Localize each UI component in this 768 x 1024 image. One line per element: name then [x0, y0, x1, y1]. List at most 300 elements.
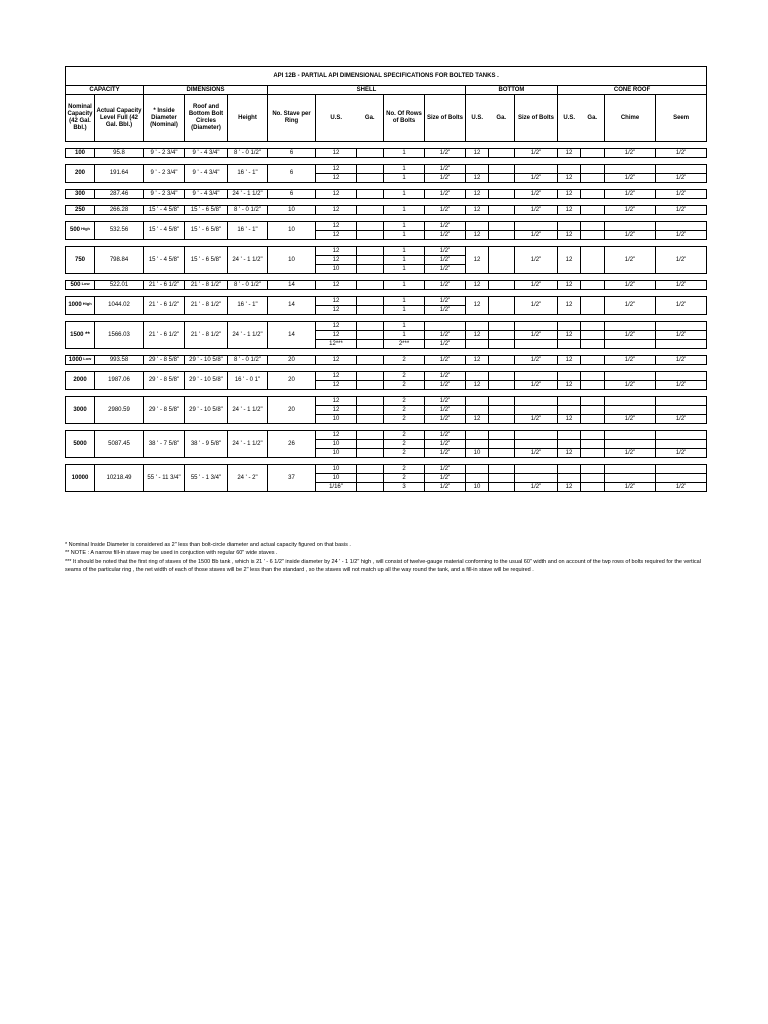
bottom-gauge-cell: 12 — [466, 206, 489, 215]
chime-cell: 1/2" — [605, 483, 656, 492]
actual-capacity-cell: 266.28 — [95, 206, 144, 215]
shell-ga-cell — [357, 256, 384, 265]
bottom-bolt-size-cell — [515, 397, 558, 406]
actual-capacity-cell: 993.58 — [95, 356, 144, 365]
bottom-gauge-cell: 12 — [466, 174, 489, 183]
actual-capacity-cell: 1987.06 — [95, 372, 144, 390]
header-inside-diameter: * Inside Diameter (Nominal) — [144, 95, 185, 142]
footnotes — [65, 541, 705, 575]
roof-gauge-cell: 12 — [558, 149, 581, 158]
nominal-capacity-cell — [66, 397, 95, 424]
roof-gauge-cell — [558, 165, 581, 174]
bottom-bolt-size-cell: 1/2" — [515, 190, 558, 199]
table-row — [66, 356, 707, 365]
bottom-ga-cell — [489, 297, 515, 315]
staves-per-ring-cell: 14 — [268, 281, 316, 290]
shell-bolt-size-cell: 1/2" — [425, 206, 466, 215]
shell-gauge-cell: 12 — [316, 306, 357, 315]
rows-of-bolts-cell: 2 — [384, 474, 425, 483]
table-row — [66, 149, 707, 158]
bottom-ga-cell — [489, 231, 515, 240]
rows-of-bolts-cell: 2 — [384, 431, 425, 440]
roof-gauge-cell — [558, 340, 581, 349]
roof-ga-cell — [581, 340, 605, 349]
staves-per-ring-cell: 10 — [268, 206, 316, 215]
spacer-cell — [66, 349, 707, 356]
shell-ga-cell — [357, 306, 384, 315]
height-cell: 8 ' - 0 1/2" — [228, 281, 268, 290]
table-row — [66, 431, 707, 440]
rows-of-bolts-cell: 1 — [384, 265, 425, 274]
table-row — [66, 165, 707, 174]
roof-gauge-cell: 12 — [558, 174, 581, 183]
shell-gauge-cell: 12 — [316, 281, 357, 290]
roof-gauge-cell — [558, 431, 581, 440]
bolt-circle-cell: 29 ' - 10 5/8" — [185, 397, 228, 424]
rows-of-bolts-cell: 2 — [384, 372, 425, 381]
bottom-gauge-cell — [466, 222, 489, 231]
table-row — [66, 372, 707, 381]
table-title: API 12B - PARTIAL API DIMENSIONAL SPECIFICATIONS FOR BOLTED TANKS . — [66, 67, 707, 86]
shell-gauge-cell: 10 — [316, 415, 357, 424]
shell-bolt-size-cell: 1/2" — [425, 397, 466, 406]
bottom-ga-cell — [489, 406, 515, 415]
rows-of-bolts-cell: 2 — [384, 356, 425, 365]
staves-per-ring-cell: 37 — [268, 465, 316, 492]
seem-cell — [656, 474, 707, 483]
rows-of-bolts-cell: 1 — [384, 206, 425, 215]
shell-gauge-cell: 12 — [316, 381, 357, 390]
staves-per-ring-cell: 10 — [268, 247, 316, 274]
shell-bolt-size-cell: 1/2" — [425, 465, 466, 474]
shell-bolt-size-cell: 1/2" — [425, 340, 466, 349]
bottom-ga-cell — [489, 397, 515, 406]
bottom-bolt-size-cell — [515, 222, 558, 231]
roof-gauge-cell: 12 — [558, 331, 581, 340]
header-bottom-bolt-size: Size of Bolts — [515, 95, 558, 142]
header-nominal-capacity: Nominal Capacity (42 Gal. Bbl.) — [66, 95, 95, 142]
bottom-bolt-size-cell: 1/2" — [515, 381, 558, 390]
shell-bolt-size-cell: 1/2" — [425, 297, 466, 306]
bottom-ga-cell — [489, 440, 515, 449]
nominal-capacity-value: 1000 — [68, 302, 82, 308]
nominal-capacity-value: 1000 — [68, 356, 83, 363]
table-row — [66, 206, 707, 215]
chime-cell: 1/2" — [605, 206, 656, 215]
bottom-ga-cell — [489, 381, 515, 390]
footnote-2: ** NOTE : A narrow fill-in stave may be used in conjuction with regular 60" wide staves . — [65, 550, 278, 557]
rows-of-bolts-cell: 1 — [384, 222, 425, 231]
spacer-cell — [66, 158, 707, 165]
header-staves-per-ring: No. Stave per Ring — [268, 95, 316, 142]
shell-ga-cell — [357, 440, 384, 449]
bottom-gauge-cell — [466, 340, 489, 349]
inside-diameter-cell: 29 ' - 8 5/8" — [144, 372, 185, 390]
nominal-capacity-cell — [66, 372, 95, 390]
seem-cell: 1/2" — [656, 247, 707, 274]
header-shell-us: U.S. — [316, 95, 357, 142]
shell-ga-cell — [357, 465, 384, 474]
header-rows-of-bolts: No. Of Rows of Bolts — [384, 95, 425, 142]
table-row — [66, 222, 707, 231]
shell-gauge-cell: 12 — [316, 331, 357, 340]
staves-per-ring-cell: 6 — [268, 165, 316, 183]
spacer-cell — [66, 199, 707, 206]
shell-bolt-size-cell: 1/2" — [425, 281, 466, 290]
bottom-gauge-cell: 12 — [466, 297, 489, 315]
nominal-capacity-cell — [66, 297, 95, 315]
chime-cell — [605, 397, 656, 406]
roof-ga-cell — [581, 356, 605, 365]
shell-ga-cell — [357, 174, 384, 183]
nominal-capacity-cell — [66, 356, 95, 365]
bottom-ga-cell — [489, 174, 515, 183]
rows-of-bolts-cell: 1 — [384, 247, 425, 256]
bottom-ga-cell — [489, 483, 515, 492]
rows-of-bolts-cell: 1 — [384, 281, 425, 290]
nominal-capacity-value: 100 — [74, 149, 85, 156]
rows-of-bolts-cell: 1 — [384, 165, 425, 174]
roof-ga-cell — [581, 474, 605, 483]
seem-cell — [656, 440, 707, 449]
header-bolt-circles: Roof and Bottom Bolt Circles (Diameter) — [185, 95, 228, 142]
shell-ga-cell — [357, 247, 384, 256]
nominal-capacity-value: 750 — [74, 256, 85, 263]
shell-bolt-size-cell: 1/2" — [425, 222, 466, 231]
bottom-gauge-cell: 12 — [466, 415, 489, 424]
shell-bolt-size-cell: 1/2" — [425, 381, 466, 390]
seem-cell — [656, 431, 707, 440]
roof-ga-cell — [581, 322, 605, 331]
actual-capacity-cell: 10218.49 — [95, 465, 144, 492]
spacer-cell — [66, 458, 707, 465]
seem-cell: 1/2" — [656, 331, 707, 340]
actual-capacity-cell: 1044.02 — [95, 297, 144, 315]
rows-of-bolts-cell: 2 — [384, 381, 425, 390]
nominal-capacity-cell — [66, 322, 95, 349]
spacer-cell — [66, 290, 707, 297]
bottom-bolt-size-cell — [515, 440, 558, 449]
spec-table — [65, 66, 707, 492]
bottom-bolt-size-cell: 1/2" — [515, 149, 558, 158]
rows-of-bolts-cell: 2 — [384, 397, 425, 406]
chime-cell — [605, 165, 656, 174]
bolt-circle-cell: 9 ' - 4 3/4" — [185, 149, 228, 158]
shell-ga-cell — [357, 190, 384, 199]
staves-per-ring-cell: 10 — [268, 222, 316, 240]
inside-diameter-cell: 55 ' - 11 3/4" — [144, 465, 185, 492]
staves-per-ring-cell: 20 — [268, 397, 316, 424]
bottom-ga-cell — [489, 322, 515, 331]
nominal-capacity-value: 250 — [74, 206, 85, 213]
rows-of-bolts-cell: 1 — [384, 149, 425, 158]
shell-ga-cell — [357, 331, 384, 340]
height-cell: 24 ' - 2" — [228, 465, 268, 492]
header-chime: Chime — [605, 95, 656, 142]
seem-cell: 1/2" — [656, 174, 707, 183]
bolt-circle-cell: 9 ' - 4 3/4" — [185, 165, 228, 183]
chime-cell — [605, 372, 656, 381]
row-spacer — [66, 424, 707, 431]
bolt-circle-cell: 15 ' - 6 5/8" — [185, 222, 228, 240]
bottom-bolt-size-cell — [515, 372, 558, 381]
table-row — [66, 465, 707, 474]
roof-ga-cell — [581, 331, 605, 340]
roof-ga-cell — [581, 247, 605, 274]
capacity-suffix: High — [81, 301, 92, 306]
chime-cell: 1/2" — [605, 231, 656, 240]
shell-gauge-cell: 12 — [316, 222, 357, 231]
chime-cell: 1/2" — [605, 190, 656, 199]
bottom-bolt-size-cell: 1/2" — [515, 281, 558, 290]
header-bottom-ga: Ga. — [489, 95, 515, 142]
roof-ga-cell — [581, 440, 605, 449]
seem-cell: 1/2" — [656, 297, 707, 315]
bottom-ga-cell — [489, 356, 515, 365]
seem-cell — [656, 165, 707, 174]
roof-ga-cell — [581, 465, 605, 474]
height-cell: 24 ' - 1 1/2" — [228, 190, 268, 199]
table-row — [66, 322, 707, 331]
spacer-cell — [66, 142, 707, 149]
shell-bolt-size-cell: 1/2" — [425, 165, 466, 174]
shell-bolt-size-cell: 1/2" — [425, 372, 466, 381]
chime-cell — [605, 431, 656, 440]
inside-diameter-cell: 9 ' - 2 3/4" — [144, 149, 185, 158]
shell-gauge-cell: 12 — [316, 206, 357, 215]
inside-diameter-cell: 38 ' - 7 5/8" — [144, 431, 185, 458]
roof-gauge-cell: 12 — [558, 206, 581, 215]
spacer-cell — [66, 240, 707, 247]
nominal-capacity-value: 1500 ** — [70, 331, 90, 338]
height-cell: 8 ' - 0 1/2" — [228, 206, 268, 215]
shell-bolt-size-cell: 1/2" — [425, 265, 466, 274]
group-dimensions: DIMENSIONS — [144, 86, 268, 95]
bottom-ga-cell — [489, 331, 515, 340]
shell-bolt-size-cell: 1/2" — [425, 356, 466, 365]
seem-cell: 1/2" — [656, 449, 707, 458]
inside-diameter-cell: 21 ' - 6 1/2" — [144, 297, 185, 315]
shell-gauge-cell: 12 — [316, 165, 357, 174]
height-cell: 24 ' - 1 1/2" — [228, 247, 268, 274]
seem-cell: 1/2" — [656, 281, 707, 290]
height-cell: 16 ' - 1" — [228, 222, 268, 240]
shell-bolt-size-cell: 1/2" — [425, 306, 466, 315]
roof-gauge-cell — [558, 397, 581, 406]
shell-bolt-size-cell: 1/2" — [425, 474, 466, 483]
shell-bolt-size-cell: 1/2" — [425, 331, 466, 340]
bolt-circle-cell: 21 ' - 8 1/2" — [185, 322, 228, 349]
header-bottom-us: U.S. — [466, 95, 489, 142]
bottom-ga-cell — [489, 206, 515, 215]
bottom-ga-cell — [489, 247, 515, 274]
header-roof-ga: Ga. — [581, 95, 605, 142]
bottom-ga-cell — [489, 449, 515, 458]
roof-gauge-cell: 12 — [558, 297, 581, 315]
height-cell: 16 ' - 1" — [228, 297, 268, 315]
roof-ga-cell — [581, 297, 605, 315]
bottom-gauge-cell: 12 — [466, 281, 489, 290]
shell-gauge-cell: 12 — [316, 174, 357, 183]
spacer-cell — [66, 274, 707, 281]
row-spacer — [66, 458, 707, 465]
inside-diameter-cell: 29 ' - 8 5/8" — [144, 356, 185, 365]
header-shell-bolt-size: Size of Bolts — [425, 95, 466, 142]
shell-bolt-size-cell — [425, 322, 466, 331]
seem-cell: 1/2" — [656, 381, 707, 390]
bottom-ga-cell — [489, 465, 515, 474]
rows-of-bolts-cell: 2 — [384, 449, 425, 458]
rows-of-bolts-cell: 1 — [384, 322, 425, 331]
actual-capacity-cell: 287.46 — [95, 190, 144, 199]
spacer-cell — [66, 390, 707, 397]
bottom-gauge-cell — [466, 431, 489, 440]
roof-ga-cell — [581, 206, 605, 215]
roof-gauge-cell — [558, 406, 581, 415]
spacer-cell — [66, 183, 707, 190]
shell-gauge-cell: 10 — [316, 265, 357, 274]
rows-of-bolts-cell: 2 — [384, 406, 425, 415]
rows-of-bolts-cell: 1 — [384, 256, 425, 265]
chime-cell: 1/2" — [605, 381, 656, 390]
bottom-bolt-size-cell — [515, 322, 558, 331]
roof-ga-cell — [581, 165, 605, 174]
bottom-ga-cell — [489, 222, 515, 231]
roof-gauge-cell: 12 — [558, 231, 581, 240]
shell-ga-cell — [357, 372, 384, 381]
shell-bolt-size-cell: 1/2" — [425, 449, 466, 458]
nominal-capacity-cell — [66, 165, 95, 183]
actual-capacity-cell: 798.84 — [95, 247, 144, 274]
shell-gauge-cell: 12 — [316, 397, 357, 406]
bolt-circle-cell: 29 ' - 10 5/8" — [185, 372, 228, 390]
rows-of-bolts-cell: 2 — [384, 415, 425, 424]
roof-gauge-cell: 12 — [558, 415, 581, 424]
header-height: Height — [228, 95, 268, 142]
capacity-suffix: Low — [80, 280, 90, 286]
height-cell: 8 ' - 0 1/2" — [228, 356, 268, 365]
bottom-bolt-size-cell — [515, 474, 558, 483]
chime-cell: 1/2" — [605, 356, 656, 365]
bolt-circle-cell: 15 ' - 6 5/8" — [185, 206, 228, 215]
shell-ga-cell — [357, 231, 384, 240]
bottom-gauge-cell: 12 — [466, 331, 489, 340]
shell-ga-cell — [357, 340, 384, 349]
shell-ga-cell — [357, 474, 384, 483]
bottom-gauge-cell — [466, 406, 489, 415]
bottom-bolt-size-cell: 1/2" — [515, 449, 558, 458]
seem-cell — [656, 465, 707, 474]
shell-gauge-cell: 12 — [316, 356, 357, 365]
bottom-gauge-cell — [466, 165, 489, 174]
bolt-circle-cell: 38 ' - 9 5/8" — [185, 431, 228, 458]
table-row — [66, 281, 707, 290]
shell-bolt-size-cell: 1/2" — [425, 149, 466, 158]
shell-ga-cell — [357, 265, 384, 274]
bolt-circle-cell: 29 ' - 10 5/8" — [185, 356, 228, 365]
row-spacer — [66, 315, 707, 322]
actual-capacity-cell: 5087.45 — [95, 431, 144, 458]
row-spacer — [66, 365, 707, 372]
shell-ga-cell — [357, 281, 384, 290]
spacer-cell — [66, 424, 707, 431]
roof-gauge-cell: 12 — [558, 381, 581, 390]
height-cell: 24 ' - 1 1/2" — [228, 322, 268, 349]
header-roof-us: U.S. — [558, 95, 581, 142]
shell-bolt-size-cell: 1/2" — [425, 406, 466, 415]
bottom-ga-cell — [489, 372, 515, 381]
shell-ga-cell — [357, 222, 384, 231]
shell-gauge-cell: 12 — [316, 256, 357, 265]
height-cell: 16 ' - 0 1" — [228, 372, 268, 390]
table-row — [66, 247, 707, 256]
shell-ga-cell — [357, 322, 384, 331]
footnote-1: * Nominal Inside Diameter is considered as 2" less than bolt-circle diameter and actual capacity figured on that basis . — [65, 542, 351, 548]
bottom-bolt-size-cell: 1/2" — [515, 231, 558, 240]
roof-ga-cell — [581, 483, 605, 492]
bottom-bolt-size-cell — [515, 465, 558, 474]
chime-cell — [605, 406, 656, 415]
roof-gauge-cell: 12 — [558, 190, 581, 199]
spacer-cell — [66, 315, 707, 322]
chime-cell: 1/2" — [605, 247, 656, 274]
seem-cell: 1/2" — [656, 190, 707, 199]
rows-of-bolts-cell: 1 — [384, 190, 425, 199]
staves-per-ring-cell: 14 — [268, 297, 316, 315]
inside-diameter-cell: 15 ' - 4 5/8" — [144, 222, 185, 240]
roof-ga-cell — [581, 281, 605, 290]
roof-ga-cell — [581, 449, 605, 458]
bottom-gauge-cell: 12 — [466, 190, 489, 199]
bottom-ga-cell — [489, 281, 515, 290]
rows-of-bolts-cell: 1 — [384, 297, 425, 306]
bottom-bolt-size-cell — [515, 406, 558, 415]
bottom-bolt-size-cell: 1/2" — [515, 247, 558, 274]
seem-cell: 1/2" — [656, 356, 707, 365]
capacity-suffix: High — [80, 226, 90, 231]
bottom-ga-cell — [489, 165, 515, 174]
table-row — [66, 397, 707, 406]
bottom-ga-cell — [489, 474, 515, 483]
row-spacer — [66, 215, 707, 222]
shell-bolt-size-cell: 1/2" — [425, 431, 466, 440]
bottom-gauge-cell: 12 — [466, 149, 489, 158]
inside-diameter-cell: 9 ' - 2 3/4" — [144, 190, 185, 199]
shell-gauge-cell: 10 — [316, 474, 357, 483]
staves-per-ring-cell: 6 — [268, 149, 316, 158]
shell-gauge-cell: 10 — [316, 440, 357, 449]
seem-cell — [656, 406, 707, 415]
nominal-capacity-cell — [66, 281, 95, 290]
nominal-capacity-cell — [66, 222, 95, 240]
row-spacer — [66, 142, 707, 149]
roof-gauge-cell — [558, 474, 581, 483]
shell-ga-cell — [357, 297, 384, 306]
shell-gauge-cell: 12 — [316, 190, 357, 199]
row-spacer — [66, 240, 707, 247]
nominal-capacity-value: 3000 — [73, 406, 87, 413]
nominal-capacity-cell — [66, 431, 95, 458]
roof-gauge-cell: 12 — [558, 483, 581, 492]
shell-ga-cell — [357, 381, 384, 390]
seem-cell: 1/2" — [656, 415, 707, 424]
chime-cell: 1/2" — [605, 415, 656, 424]
shell-gauge-cell: 12 — [316, 406, 357, 415]
bottom-gauge-cell: 10 — [466, 449, 489, 458]
staves-per-ring-cell: 6 — [268, 190, 316, 199]
bottom-bolt-size-cell: 1/2" — [515, 356, 558, 365]
bottom-gauge-cell — [466, 372, 489, 381]
